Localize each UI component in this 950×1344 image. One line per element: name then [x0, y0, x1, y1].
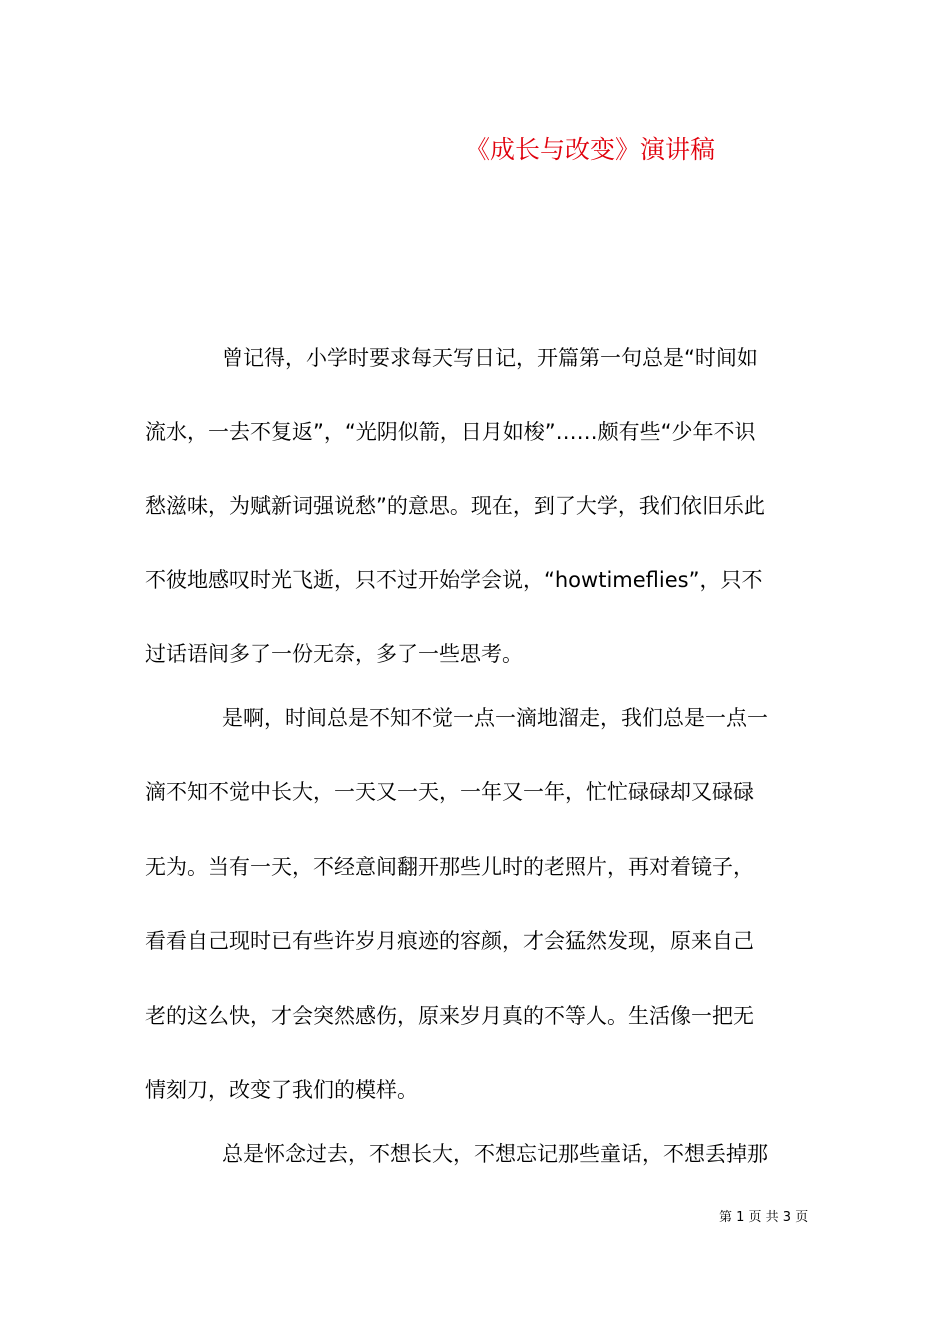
paragraph-2-line-4: 看看自己现时已有些许岁月痕迹的容颜，才会猛然发现，原来自己 — [145, 929, 754, 953]
page-footer: 第 1 页 共 3 页 — [719, 1210, 809, 1225]
paragraph-3-line-1: 总是怀念过去，不想长大，不想忘记那些童话，不想丢掉那 — [222, 1142, 768, 1166]
paragraph-1-line-1: 曾记得，小学时要求每天写日记，开篇第一句总是“时间如 — [222, 346, 758, 370]
document-title: 《成长与改变》演讲稿 — [464, 135, 715, 164]
paragraph-1-line-4: 不彼地感叹时光飞逝，只不过开始学会说，“howtimeflies”，只不 — [145, 568, 763, 592]
paragraph-2-line-1: 是啊，时间总是不知不觉一点一滴地溜走，我们总是一点一 — [222, 706, 768, 730]
paragraph-1-line-5: 过话语间多了一份无奈，多了一些思考。 — [145, 642, 523, 666]
paragraph-2-line-2: 滴不知不觉中长大，一天又一天，一年又一年，忙忙碌碌却又碌碌 — [145, 780, 754, 804]
paragraph-2-line-3: 无为。当有一天，不经意间翻开那些儿时的老照片，再对着镜子， — [145, 855, 754, 879]
paragraph-2-line-6: 情刻刀，改变了我们的模样。 — [145, 1078, 418, 1102]
paragraph-2-line-5: 老的这么快，才会突然感伤，原来岁月真的不等人。生活像一把无 — [145, 1004, 754, 1028]
paragraph-1-line-2: 流水，一去不复返”，“光阴似箭，日月如梭”……颇有些“少年不识 — [145, 420, 756, 444]
paragraph-1-line-3: 愁滋味，为赋新词强说愁”的意思。现在，到了大学，我们依旧乐此 — [145, 494, 765, 518]
